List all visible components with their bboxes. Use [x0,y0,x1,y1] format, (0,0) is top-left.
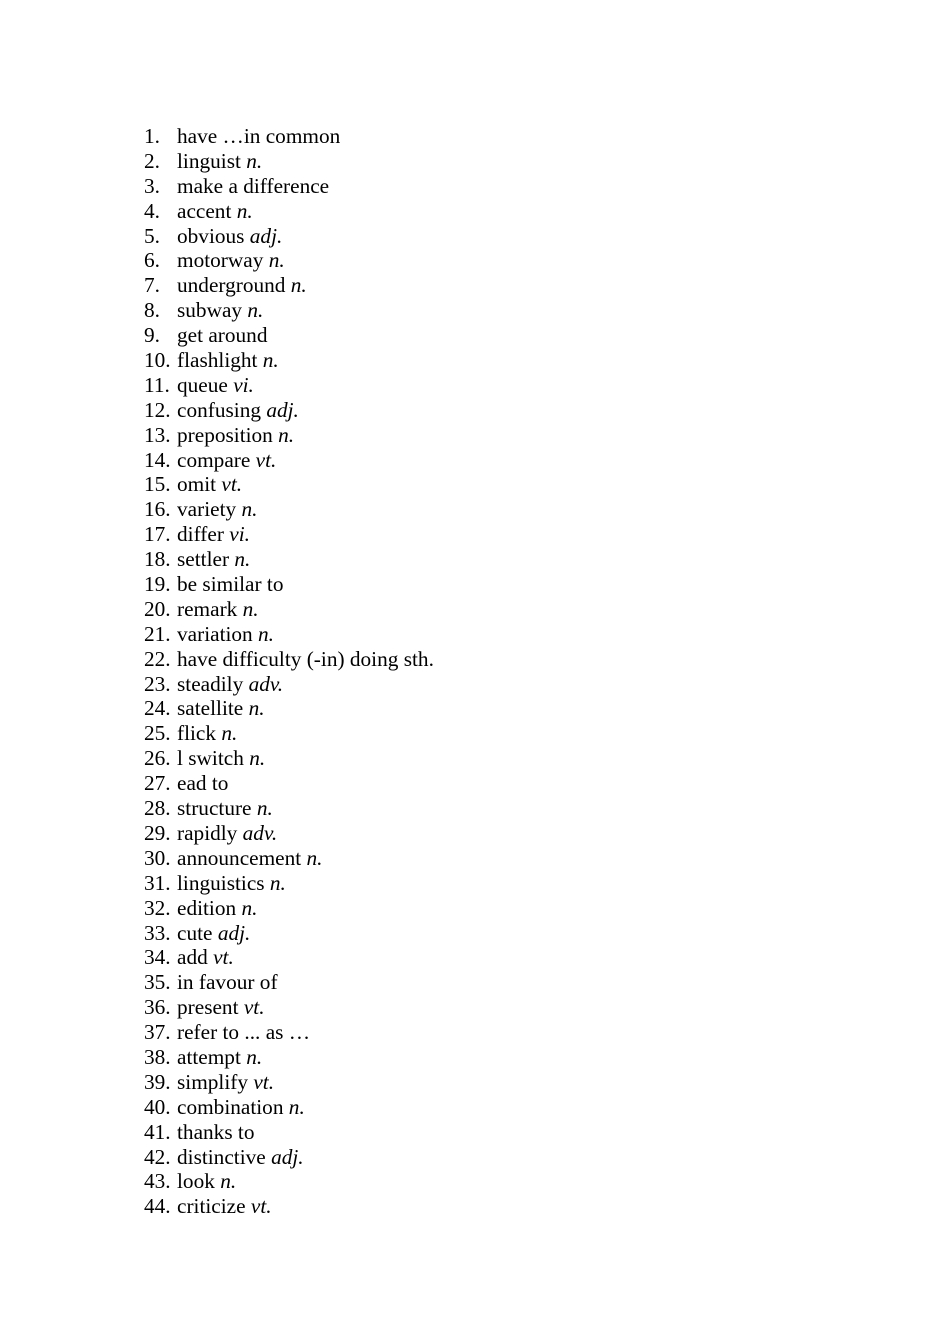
item-term: in favour of [177,970,278,995]
item-term: refer to ... as … [177,1020,311,1045]
item-term: flashlight [177,348,258,373]
vocabulary-item [144,647,434,672]
item-number: 29. [144,820,171,845]
item-number: 28. [144,796,171,821]
item-number: 34. [144,945,171,970]
vocabulary-item [144,273,434,298]
vocabulary-item [144,696,434,721]
vocabulary-item [144,472,434,497]
vocabulary-list [144,124,434,1219]
item-term: thanks to [177,1119,255,1144]
part-of-speech: n. [242,596,259,621]
part-of-speech: n. [248,696,265,721]
vocabulary-item [144,1095,434,1120]
vocabulary-item [144,448,434,473]
item-term: steadily [177,671,244,696]
item-term: simplify [177,1069,248,1094]
item-term: rapidly [177,820,238,845]
item-number: 15. [144,472,171,497]
part-of-speech: n. [246,148,263,173]
vocabulary-item [144,995,434,1020]
item-number: 4. [144,198,160,223]
item-number: 43. [144,1169,171,1194]
item-term: omit [177,472,217,497]
item-number: 36. [144,995,171,1020]
part-of-speech: n. [288,1094,305,1119]
item-number: 30. [144,845,171,870]
item-term: confusing [177,397,261,422]
item-term: distinctive [177,1144,266,1169]
part-of-speech: n. [256,796,273,821]
item-term: variety [177,497,237,522]
item-number: 40. [144,1094,171,1119]
item-term: criticize [177,1194,246,1219]
part-of-speech: adj. [217,920,251,945]
vocabulary-item [144,149,434,174]
part-of-speech: n. [262,348,279,373]
vocabulary-item [144,721,434,746]
item-term: edition [177,895,237,920]
vocabulary-item [144,1020,434,1045]
part-of-speech: n. [268,248,285,273]
item-term: ead to [177,771,229,796]
item-term: subway [177,298,243,323]
item-term: flick [177,721,217,746]
item-term: differ [177,522,224,547]
part-of-speech: n. [247,298,264,323]
part-of-speech: adv. [248,671,284,696]
part-of-speech: adj. [249,223,283,248]
vocabulary-item [144,522,434,547]
item-term: obvious [177,223,245,248]
part-of-speech: n. [241,895,258,920]
vocabulary-item [144,124,434,149]
vocabulary-item [144,1045,434,1070]
item-term: satellite [177,696,244,721]
vocabulary-item [144,373,434,398]
item-number: 24. [144,696,171,721]
item-number: 32. [144,895,171,920]
vocabulary-item [144,1120,434,1145]
item-number: 14. [144,447,171,472]
vocabulary-item [144,970,434,995]
item-number: 6. [144,248,160,273]
item-number: 16. [144,497,171,522]
part-of-speech: vt. [253,1069,275,1094]
item-term: cute [177,920,213,945]
vocabulary-item [144,298,434,323]
part-of-speech: n. [278,422,295,447]
item-term: linguistics [177,870,265,895]
part-of-speech: n. [220,1169,237,1194]
part-of-speech: n. [241,497,258,522]
vocabulary-item [144,1169,434,1194]
vocabulary-item [144,547,434,572]
item-term: variation [177,621,253,646]
part-of-speech: n. [236,198,253,223]
item-term: attempt [177,1044,241,1069]
vocabulary-item [144,821,434,846]
item-number: 21. [144,621,171,646]
vocabulary-item [144,497,434,522]
part-of-speech: n. [258,621,275,646]
part-of-speech: vi. [229,522,250,547]
vocabulary-item [144,199,434,224]
item-number: 26. [144,746,171,771]
item-number: 39. [144,1069,171,1094]
part-of-speech: vt. [250,1194,272,1219]
item-number: 25. [144,721,171,746]
item-term: add [177,945,208,970]
item-number: 10. [144,348,171,373]
vocabulary-item [144,846,434,871]
item-number: 37. [144,1020,171,1045]
vocabulary-item [144,572,434,597]
part-of-speech: vt. [243,995,265,1020]
item-number: 20. [144,596,171,621]
vocabulary-item [144,348,434,373]
item-number: 42. [144,1144,171,1169]
vocabulary-item [144,1070,434,1095]
vocabulary-item [144,423,434,448]
item-term: have …in common [177,124,341,148]
item-number: 9. [144,323,160,348]
part-of-speech: n. [221,721,238,746]
item-number: 2. [144,148,160,173]
item-number: 3. [144,173,160,198]
item-term: get around [177,323,268,348]
vocabulary-item [144,248,434,273]
item-term: settler [177,547,230,572]
part-of-speech: vt. [221,472,243,497]
vocabulary-item [144,945,434,970]
item-term: underground [177,273,286,298]
item-term: linguist [177,148,241,173]
vocabulary-item [144,174,434,199]
item-term: accent [177,198,232,223]
vocabulary-item [144,746,434,771]
item-number: 5. [144,223,160,248]
item-term: structure [177,796,252,821]
vocabulary-item [144,323,434,348]
item-number: 44. [144,1194,171,1219]
part-of-speech: n. [234,547,251,572]
part-of-speech: adv. [242,820,278,845]
item-number: 7. [144,273,160,298]
item-number: 38. [144,1044,171,1069]
item-term: preposition [177,422,273,447]
item-number: 11. [144,372,170,397]
vocabulary-item [144,398,434,423]
item-number: 35. [144,970,171,995]
vocabulary-item [144,622,434,647]
item-term: have difficulty (-in) doing sth. [177,646,434,671]
item-number: 17. [144,522,171,547]
item-term: l switch [177,746,244,771]
item-term: present [177,995,239,1020]
part-of-speech: adj. [271,1144,304,1169]
vocabulary-item [144,771,434,796]
item-term: announcement [177,845,302,870]
part-of-speech: vi. [233,372,254,397]
part-of-speech: vt. [255,447,277,472]
vocabulary-item [144,796,434,821]
item-number: 1. [144,124,160,148]
item-number: 12. [144,397,171,422]
item-term: queue [177,372,228,397]
item-number: 13. [144,422,171,447]
part-of-speech: n. [306,845,323,870]
part-of-speech: adj. [266,397,299,422]
vocabulary-item [144,1194,434,1219]
vocabulary-item [144,224,434,249]
item-number: 27. [144,771,171,796]
vocabulary-item [144,871,434,896]
item-term: combination [177,1094,284,1119]
vocabulary-item [144,1145,434,1170]
vocabulary-item [144,672,434,697]
item-term: make a difference [177,173,330,198]
item-term: be similar to [177,572,284,597]
item-number: 23. [144,671,171,696]
part-of-speech: n. [249,746,266,771]
item-number: 8. [144,298,160,323]
item-term: motorway [177,248,264,273]
item-number: 22. [144,646,171,671]
item-number: 33. [144,920,171,945]
item-number: 19. [144,572,171,597]
vocabulary-item [144,597,434,622]
part-of-speech: n. [246,1044,263,1069]
part-of-speech: n. [269,870,286,895]
item-number: 18. [144,547,171,572]
part-of-speech: n. [290,273,307,298]
item-term: remark [177,596,238,621]
item-number: 31. [144,870,171,895]
item-number: 41. [144,1119,171,1144]
vocabulary-item [144,921,434,946]
item-term: look [177,1169,215,1194]
vocabulary-item [144,896,434,921]
item-term: compare [177,447,251,472]
part-of-speech: vt. [213,945,234,970]
